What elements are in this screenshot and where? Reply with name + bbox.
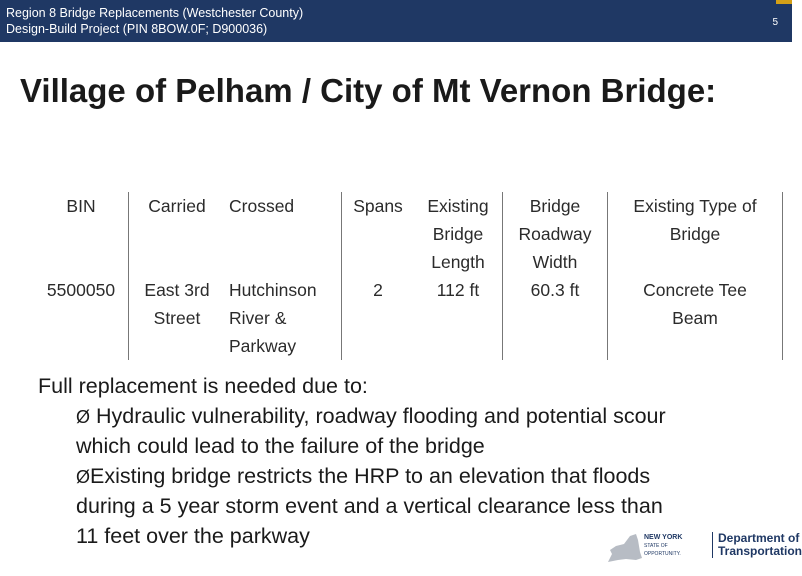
reasons-intro: Full replacement is needed due to: (38, 374, 368, 398)
bullet-hydraulic-l2: which could lead to the failure of the bridge (76, 434, 485, 458)
nysdot-logo (606, 530, 802, 566)
ny-state-line3: OPPORTUNITY. (644, 551, 681, 557)
bullet-hydraulic-l1: Hydraulic vulnerability, roadway flooding and potential scour (90, 403, 666, 428)
header-length-l3: Length (431, 252, 485, 272)
table-row (34, 276, 783, 360)
header-accent (776, 0, 792, 4)
cell-crossed-l1: Hutchinson (229, 280, 317, 300)
header-project-line2: Design-Build Project (PIN 8BOW.0F; D900036) (6, 22, 268, 36)
header-type-l2: Bridge (669, 224, 721, 244)
header-crossed: Crossed (229, 196, 295, 216)
cell-crossed (225, 276, 342, 360)
header-type-l1: Existing Type of (633, 196, 757, 216)
cell-type (608, 276, 783, 360)
bullet-hydraulic (38, 402, 666, 462)
ny-state-line2: STATE OF (644, 543, 668, 549)
cell-spans: 2 (342, 276, 415, 360)
reasons-text (38, 372, 666, 551)
bullet-elevation (38, 462, 666, 552)
page-title: Village of Pelham / City of Mt Vernon Bridge: (20, 72, 717, 109)
header-width-l2: Roadway (518, 224, 592, 244)
header-width-l3: Width (532, 252, 578, 272)
page-number: 5 (772, 17, 778, 28)
header-width (503, 192, 608, 276)
header-bar (0, 0, 792, 42)
ny-state-wordmark (644, 534, 682, 558)
ny-state-line1: NEW YORK (644, 534, 683, 541)
cell-carried-l1: East 3rd (144, 280, 210, 300)
bullet-elevation-l3: 11 feet over the parkway (76, 523, 310, 548)
header-length (414, 192, 503, 276)
department-line2: Transportation (718, 544, 802, 558)
cell-carried-l2: Street (153, 308, 201, 328)
department-line1: Department of (718, 531, 800, 545)
cell-width: 60.3 ft (503, 276, 608, 360)
header-spans: Spans (342, 192, 415, 276)
header-length-l2: Bridge (432, 224, 484, 244)
cell-type-l2: Beam (672, 308, 718, 328)
cell-carried (129, 276, 226, 360)
header-carried: Carried (129, 192, 226, 276)
department-name (712, 532, 802, 558)
cell-length: 112 ft (436, 280, 480, 300)
header-type (608, 192, 783, 276)
bridge-table (34, 192, 783, 360)
header-bin: BIN (66, 196, 96, 216)
arrow-bullet-icon: Ø (76, 466, 91, 487)
header-width-l1: Bridge (529, 196, 581, 216)
header-length-l1: Existing (427, 196, 489, 216)
cell-bin: 5500050 (46, 280, 116, 300)
cell-type-l1: Concrete Tee (643, 280, 747, 300)
bullet-elevation-l2: during a 5 year storm event and a vertical clearance less than (76, 494, 663, 518)
header-project-line1: Region 8 Bridge Replacements (Westchester County) (6, 6, 304, 20)
arrow-bullet-icon: Ø (76, 406, 91, 427)
cell-crossed-l3: Parkway (229, 336, 297, 356)
bullet-elevation-l1: Existing bridge restricts the HRP to an elevation that floods (90, 463, 651, 488)
table-header-row (34, 192, 783, 276)
cell-crossed-l2: River & (229, 308, 287, 328)
